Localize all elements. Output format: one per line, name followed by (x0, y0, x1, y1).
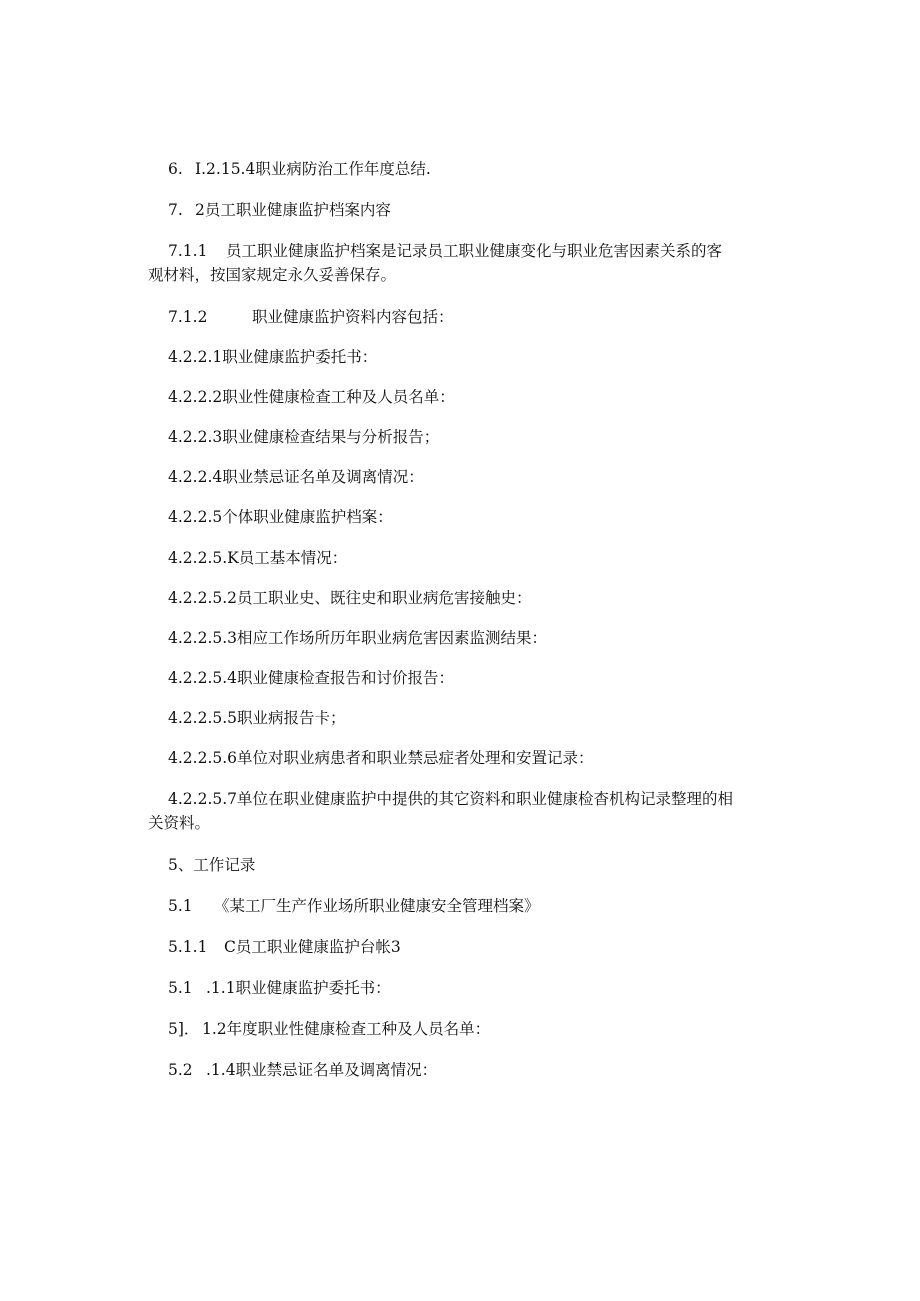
item-text: 4.2.2.3职业健康检查结果与分析报告； (168, 428, 440, 446)
item-number: 5.1.1 (168, 938, 208, 956)
doc-line-7 (168, 199, 391, 221)
item-text-continuation: 观材料，按国家规定永久妥善保存。 (148, 266, 397, 284)
item-text: 4.2.2.5.4职业健康检查报告和讨价报告： (168, 669, 455, 687)
item-number: 5.1 (168, 979, 193, 997)
doc-line-4-2-2-2 (168, 386, 455, 408)
item-text: .1.4职业禁忌证名单及调离情况： (206, 1061, 438, 1079)
doc-line-7-1-1-cont (148, 264, 396, 286)
item-text: 4.2.2.5.5职业病报告卡； (168, 709, 346, 727)
item-number: 5.2 (168, 1061, 193, 1079)
item-text: .1.1职业健康监护委托书： (206, 979, 391, 997)
doc-line-5-1 (168, 895, 540, 917)
doc-line-5 (168, 854, 255, 876)
item-text: 4.2.2.5.2员工职业史、既往史和职业病危害接触史： (168, 589, 532, 607)
item-number: 7. (168, 201, 183, 219)
doc-line-7-1-1 (168, 240, 722, 262)
item-text: 2员工职业健康监护档案内容 (195, 201, 391, 219)
item-text: 1.2年度职业性健康检查工种及人员名单： (202, 1020, 491, 1038)
doc-line-4-2-2-5-7-cont (148, 812, 210, 834)
item-text: 4.2.2.5个体职业健康监护档案： (168, 508, 393, 526)
doc-line-7-1-2 (168, 306, 454, 328)
item-number: 7.1.2 (168, 308, 208, 326)
item-text: 4.2.2.1职业健康监护委托书： (168, 348, 378, 366)
doc-line-4-2-2-1 (168, 346, 377, 368)
doc-line-4-2-2-5-5 (168, 707, 346, 729)
item-text: 4.2.2.5.6单位对职业病患者和职业禁忌症者处理和安置记录： (168, 749, 594, 767)
doc-line-5-1-1-1 (168, 977, 391, 999)
item-text-continuation: 关资料。 (148, 814, 211, 832)
doc-line-5-1-1 (168, 936, 401, 958)
doc-line-4-2-2-5 (168, 506, 393, 528)
item-text: 4.2.2.2职业性健康检查工种及人员名单： (168, 388, 455, 406)
doc-line-4-2-2-5-7 (168, 788, 733, 810)
doc-line-4-2-2-3 (168, 426, 439, 448)
item-text: 4.2.2.5.7单位在职业健康监护中提供的其它资料和职业健康检杳机构记录整理的相 (168, 790, 734, 808)
doc-line-4-2-2-5-4 (168, 667, 454, 689)
section-heading: 5、工作记录 (168, 856, 256, 874)
doc-line-4-2-2-5-1 (168, 547, 347, 569)
item-number: 7.1.1 (168, 242, 208, 260)
item-text: 《某工厂生产作业场所职业健康安全管理档案》 (214, 897, 540, 915)
doc-line-5-1-2 (168, 1018, 490, 1040)
item-number: 5.1 (168, 897, 193, 915)
item-text: I.2.15.4职业病防治工作年度总结. (195, 160, 431, 178)
doc-line-4-2-2-4 (168, 466, 424, 488)
doc-line-4-2-2-5-3 (168, 627, 547, 649)
item-number: 6. (168, 160, 183, 178)
item-text: 4.2.2.4职业禁忌证名单及调离情况： (168, 468, 424, 486)
doc-line-4-2-2-5-2 (168, 587, 532, 609)
doc-line-5-2 (168, 1059, 437, 1081)
doc-line-4-2-2-5-6 (168, 747, 594, 769)
item-text: 4.2.2.5.K员工基本情况： (168, 549, 348, 567)
item-number: 5]． (168, 1020, 200, 1038)
doc-line-6 (168, 158, 431, 180)
item-text: C员工职业健康监护台帐3 (224, 938, 401, 956)
item-text: 4.2.2.5.3相应工作场所历年职业病危害因素监测结果： (168, 629, 548, 647)
item-text: 职业健康监护资料内容包括： (252, 308, 454, 326)
item-text: 员工职业健康监护档案是记录员工职业健康变化与职业危害因素关系的客 (226, 242, 723, 260)
